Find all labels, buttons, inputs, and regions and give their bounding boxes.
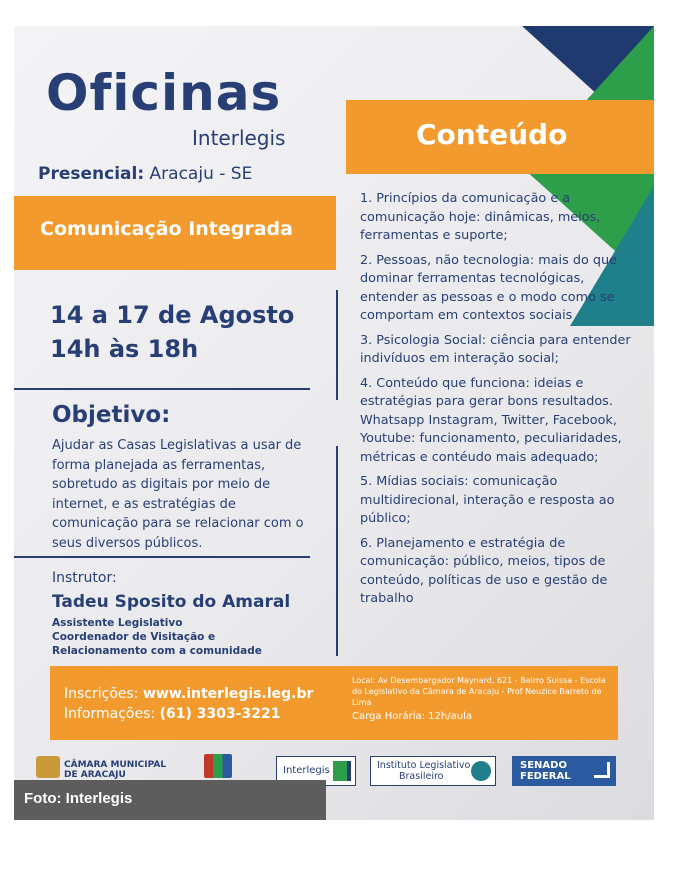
escola-legislativo-icon — [204, 754, 232, 778]
footer-info-bar — [50, 666, 618, 740]
divider-line — [14, 388, 310, 390]
workload: Carga Horária: 12h/aula — [352, 711, 472, 722]
location-line — [38, 164, 252, 184]
event-poster — [14, 26, 654, 820]
contact-info — [64, 684, 313, 724]
location-label: Presencial: — [38, 164, 145, 184]
senado-logo-line: SENADO — [520, 760, 567, 771]
ilb-logo-line: Instituto Legislativo — [377, 760, 471, 771]
venue-info — [352, 675, 614, 722]
contents-item: 3. Psicologia Social: ciência para entender indivíduos em interação social; — [360, 332, 631, 366]
interlegis-logo-text: Interlegis — [283, 765, 330, 776]
registration-label: Inscrições: — [64, 686, 139, 702]
camara-logo-line: CÂMARA MUNICIPAL — [64, 760, 167, 770]
instructor-role-line: Assistente Legislativo — [52, 617, 183, 629]
objective-title: Objetivo: — [52, 402, 171, 428]
ilb-logo — [370, 756, 496, 786]
contents-item: 6. Planejamento e estratégia de comunicação: público, meios, tipos de conteúdo, políticas de uso e gestão de trabalho — [360, 535, 608, 606]
event-hours: 14h às 18h — [50, 335, 199, 363]
ilb-mark-icon — [471, 761, 491, 781]
senado-mark-icon — [594, 762, 610, 778]
instructor-role-line: Coordenador de Visitação e — [52, 631, 216, 643]
camara-logo — [64, 760, 166, 780]
ilb-logo-line: Brasileiro — [399, 771, 444, 782]
contents-item: 1. Princípios da comunicação e a comunicação hoje: dinâmicas, meios, ferramentas e suporte; — [360, 191, 601, 243]
instructor-role-line: Relacionamento com a comunidade — [52, 645, 262, 657]
info-label: Informações: — [64, 706, 156, 722]
interlegis-mark-icon — [333, 761, 351, 781]
info-phone: (61) 3303-3221 — [159, 706, 281, 722]
course-title: Comunicação Integrada — [40, 218, 293, 240]
poster-title: Oficinas — [46, 64, 282, 122]
contents-item: 5. Mídias sociais: comunicação multidirecional, interação e resposta ao público; — [360, 474, 615, 526]
camara-emblem-icon — [36, 756, 60, 778]
photo-caption: Foto: Interlegis — [14, 780, 326, 820]
event-dates: 14 a 17 de Agosto — [50, 301, 295, 329]
contents-title: Conteúdo — [416, 118, 568, 151]
venue-address: Local: Av Desembargador Maynard, 621 - Bairro Suissa - Escola do Legislativo da Câmara de Aracaju - Prof Neuzice Barreto de Lima — [352, 676, 606, 707]
instructor-role — [52, 616, 262, 658]
contents-item: 4. Conteúdo que funciona: ideias e estratégias para gerar bons resultados. Whatsapp Instagram, Twitter, Facebook, Youtube: funcionamento, peculiaridades, métricas e contéudo mais adequado; — [360, 375, 622, 465]
location-value: Aracaju - SE — [149, 164, 253, 184]
senado-logo-line: FEDERAL — [520, 771, 571, 782]
contents-banner — [346, 100, 654, 174]
registration-link[interactable]: www.interlegis.leg.br — [142, 686, 314, 702]
vertical-divider — [336, 290, 338, 400]
instructor-label: Instrutor: — [52, 570, 117, 586]
course-title-banner — [14, 196, 336, 270]
divider-line — [14, 556, 310, 558]
camara-logo-line: DE ARACAJU — [64, 770, 126, 780]
contents-item: 2. Pessoas, não tecnologia: mais do que dominar ferramentas tecnológicas, entender as pessoas e o modo como se comportam em contextos sociais — [360, 252, 617, 323]
poster-subtitle: Interlegis — [192, 126, 286, 150]
objective-text: Ajudar as Casas Legislativas a usar de forma planejada as ferramentas, sobretudo as digitais por meio de internet, e as estratégias de comunicação para se relacionar com o seus diversos públicos. — [52, 438, 304, 551]
instructor-name: Tadeu Sposito do Amaral — [52, 592, 291, 612]
contents-list — [360, 190, 632, 615]
senado-logo — [512, 756, 616, 786]
vertical-divider — [336, 446, 338, 656]
schedule — [50, 298, 294, 366]
